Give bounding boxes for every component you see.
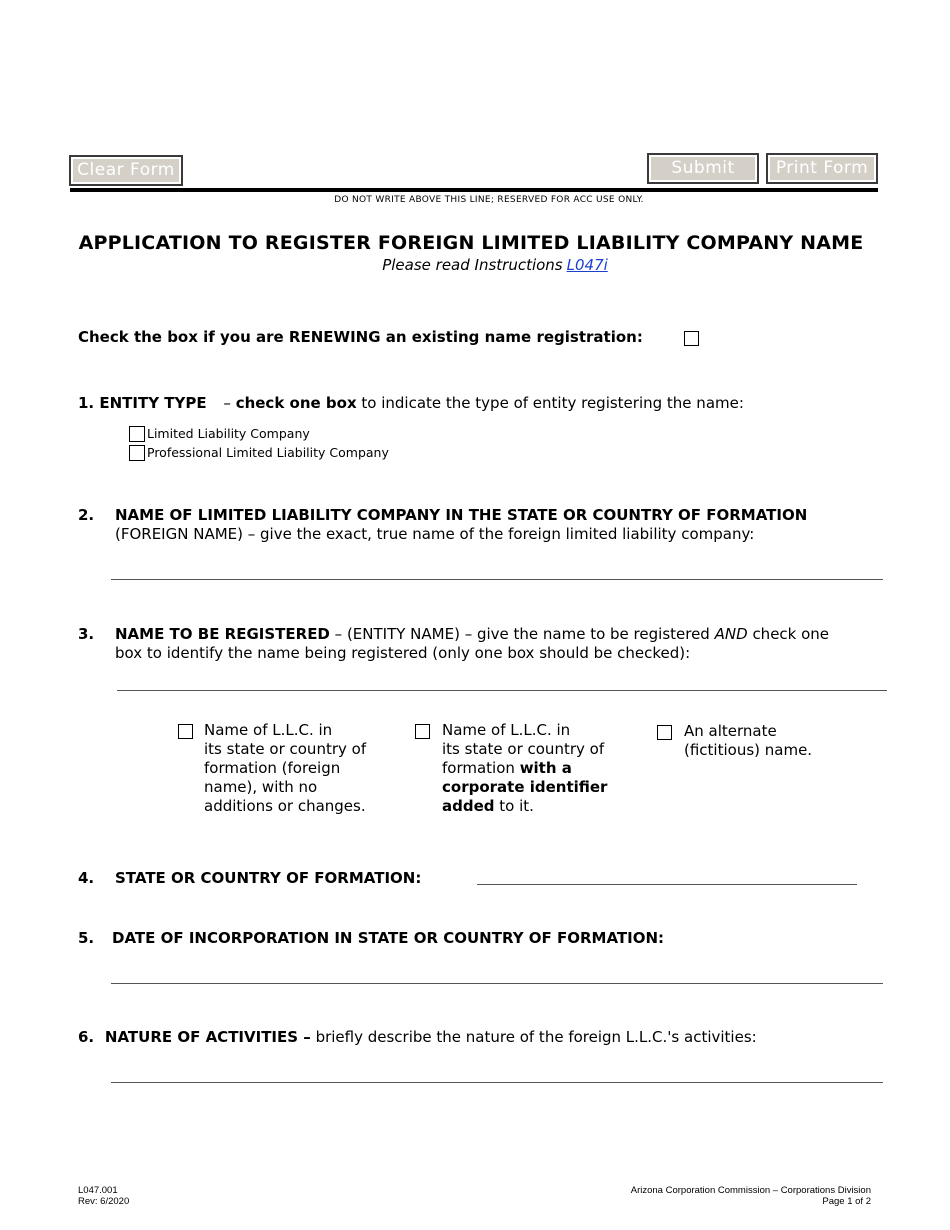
entity-name-field[interactable]	[117, 690, 887, 691]
section-1-dash: –	[223, 394, 231, 412]
option1-line: name), with no	[204, 778, 318, 796]
section-3-and: AND	[714, 625, 748, 643]
section-4-number: 4.	[78, 869, 95, 887]
section-6-description: briefly describe the nature of the foreign L.L.C.'s activities:	[315, 1028, 757, 1046]
renewal-checkbox[interactable]	[684, 331, 699, 346]
option3-line: (fictitious) name.	[684, 741, 813, 759]
section-6-heading: NATURE OF ACTIVITIES –	[104, 1028, 311, 1046]
section-3-heading: NAME TO BE REGISTERED	[115, 625, 330, 643]
section-2-description: (FOREIGN NAME) – give the exact, true name of the foreign limited liability company:	[115, 525, 755, 543]
form-code: L047.001	[78, 1185, 118, 1196]
instructions-note	[0, 256, 950, 274]
submit-button[interactable]: Submit	[647, 153, 759, 184]
section-2-heading: NAME OF LIMITED LIABILITY COMPANY IN THE STATE OR COUNTRY OF FORMATION	[115, 506, 808, 524]
option1-line: additions or changes.	[204, 797, 366, 815]
llc-option-label: Limited Liability Company	[147, 426, 310, 441]
option2-end: to it.	[499, 797, 534, 815]
section-1-title: 1. ENTITY TYPE	[78, 394, 207, 412]
formation-state-field[interactable]	[477, 884, 857, 885]
section-6-number: 6.	[78, 1028, 95, 1046]
reserved-divider	[70, 188, 878, 192]
renewal-label: Check the box if you are RENEWING an existing name registration:	[78, 328, 643, 346]
section-3-desc-b: check one	[752, 625, 830, 643]
option2-bold: corporate identifier	[442, 778, 608, 796]
llc-checkbox[interactable]	[129, 426, 145, 442]
option1-line: its state or country of	[204, 740, 367, 758]
section-5-number: 5.	[78, 929, 95, 947]
option2-line	[442, 759, 607, 778]
reserved-note: DO NOT WRITE ABOVE THIS LINE; RESERVED FOR ACC USE ONLY.	[334, 195, 644, 205]
instructions-prefix: Please read Instructions	[382, 256, 563, 274]
activities-field[interactable]	[111, 1082, 883, 1083]
footer-left	[78, 1185, 129, 1207]
section-3-desc-a: – (ENTITY NAME) – give the name to be registered	[334, 625, 710, 643]
corporate-identifier-checkbox[interactable]	[415, 724, 430, 739]
section-4-heading: STATE OR COUNTRY OF FORMATION:	[115, 869, 422, 887]
incorporation-date-field[interactable]	[111, 983, 883, 984]
option2-bold: added	[442, 797, 495, 815]
option2-line: its state or country of	[442, 740, 605, 758]
section-1-rest: to indicate the type of entity registering the name:	[361, 394, 744, 412]
section-3-line1	[115, 625, 829, 644]
section-1-emphasis: check one box	[235, 394, 357, 412]
page-title: APPLICATION TO REGISTER FOREIGN LIMITED LIABILITY COMPANY NAME	[78, 232, 864, 254]
section-3-line2: box to identify the name being registered (only one box should be checked):	[115, 644, 691, 662]
pllc-option-label: Professional Limited Liability Company	[147, 445, 389, 460]
section-3-number: 3.	[78, 625, 95, 643]
footer-right	[631, 1185, 871, 1207]
revision-date: Rev: 6/2020	[78, 1196, 130, 1207]
section-2-number: 2.	[78, 506, 95, 524]
option3-line: An alternate	[684, 722, 777, 740]
option2-bold: with a	[519, 759, 572, 777]
option1-line: Name of L.L.C. in	[204, 721, 333, 739]
foreign-name-option	[204, 721, 366, 816]
option2-line: Name of L.L.C. in	[442, 721, 571, 739]
alternate-name-option	[684, 722, 812, 760]
section-5-heading: DATE OF INCORPORATION IN STATE OR COUNTRY OF FORMATION:	[112, 929, 665, 947]
foreign-name-field[interactable]	[111, 579, 883, 580]
option2-formation: formation	[442, 759, 515, 777]
page-number: Page 1 of 2	[822, 1196, 871, 1207]
alternate-name-checkbox[interactable]	[657, 725, 672, 740]
foreign-name-checkbox[interactable]	[178, 724, 193, 739]
clear-form-button[interactable]: Clear Form	[69, 155, 183, 186]
pllc-checkbox[interactable]	[129, 445, 145, 461]
instructions-link[interactable]: L047i	[566, 256, 608, 274]
agency-name: Arizona Corporation Commission – Corporations Division	[630, 1185, 871, 1196]
print-form-button[interactable]: Print Form	[766, 153, 878, 184]
section-1-heading	[78, 394, 744, 413]
option1-line: formation (foreign	[204, 759, 341, 777]
option2-line	[442, 797, 607, 816]
section-6-heading-row	[78, 1028, 757, 1047]
corporate-identifier-option	[442, 721, 607, 816]
